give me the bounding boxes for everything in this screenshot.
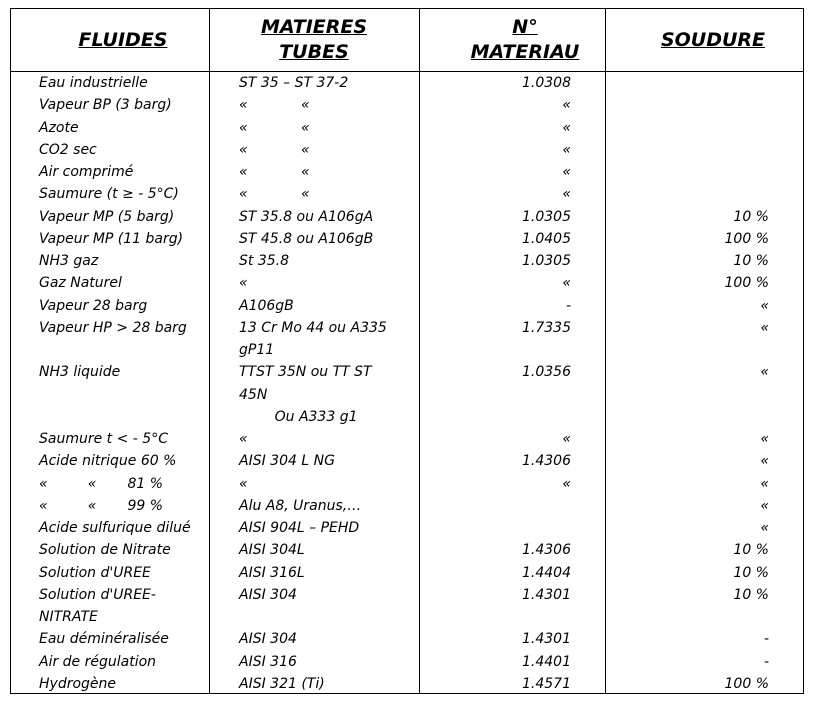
matiere-cell: « «	[239, 164, 310, 180]
soudure-cell: «	[760, 319, 769, 336]
numero-cell: 1.4306	[522, 453, 571, 470]
soudure-cell: 10 %	[733, 564, 769, 581]
header-fluides	[11, 9, 235, 71]
soudure-cell: «	[760, 364, 769, 381]
numero-cell: «	[562, 141, 571, 158]
fluide-cell: Hydrogène	[39, 675, 117, 692]
fluide-cell: Solution de Nitrate	[39, 542, 171, 559]
numero-cell: 1.4301	[522, 586, 571, 603]
header-soudure-label: SOUDURE	[660, 28, 766, 51]
matiere-cell: Alu A8, Uranus,…	[239, 497, 362, 514]
fluide-cell: Gaz Naturel	[39, 275, 122, 292]
matiere-cell: «	[239, 475, 248, 492]
column-divider	[419, 9, 420, 693]
fluide-cell: Vapeur 28 barg	[39, 297, 148, 314]
matiere-cell: Ou A333 g1	[239, 408, 358, 425]
soudure-cell: 10 %	[733, 542, 769, 559]
soudure-cell: «	[760, 297, 769, 314]
matiere-cell: « «	[239, 119, 310, 136]
matiere-cell: « «	[239, 141, 310, 158]
numero-cell: 1.0305	[522, 253, 571, 269]
numero-cell: «	[562, 275, 571, 292]
matiere-cell: A106gB	[239, 297, 294, 314]
numero-cell: 1.4306	[522, 542, 571, 559]
fluide-cell: Azote	[39, 119, 79, 136]
header-materiau-label: MATERIAU	[470, 41, 580, 63]
soudure-cell: «	[760, 431, 769, 447]
numero-cell: 1.7335	[522, 319, 571, 336]
matiere-cell: AISI 321 (Ti)	[239, 675, 325, 692]
header-matieres-tubes	[209, 9, 419, 71]
soudure-cell: «	[760, 453, 769, 470]
matiere-cell: TTST 35N ou TT ST	[239, 364, 372, 381]
matiere-cell: «	[239, 431, 248, 447]
header-numero-materiau	[419, 9, 631, 71]
numero-cell: «	[562, 431, 571, 447]
numero-cell: 1.4301	[522, 631, 571, 648]
fluide-cell: CO2 sec	[39, 141, 97, 158]
header-soudure	[605, 9, 813, 71]
soudure-cell: 100 %	[724, 275, 769, 292]
matiere-cell: AISI 304 L NG	[239, 453, 335, 470]
matiere-cell: ST 35.8 ou A106gA	[239, 208, 374, 225]
column-divider	[605, 9, 606, 693]
fluide-cell: Eau déminéralisée	[39, 631, 169, 648]
numero-cell: «	[562, 97, 571, 114]
fluide-cell: Eau industrielle	[39, 75, 148, 91]
fluide-cell: Acide nitrique 60 %	[39, 453, 177, 470]
soudure-cell: 10 %	[733, 208, 769, 225]
matiere-cell: AISI 304	[239, 631, 297, 648]
fluide-cell: Vapeur MP (11 barg)	[39, 230, 184, 247]
soudure-cell: 100 %	[724, 230, 769, 247]
numero-cell: 1.0356	[522, 364, 571, 381]
soudure-cell: «	[760, 497, 769, 514]
numero-cell: 1.4401	[522, 653, 571, 670]
matiere-cell: AISI 304	[239, 586, 297, 603]
soudure-cell: -	[763, 653, 769, 670]
numero-cell: «	[562, 119, 571, 136]
matiere-cell: AISI 904L – PEHD	[239, 520, 360, 536]
fluide-cell: Vapeur MP (5 barg)	[39, 208, 175, 225]
header-tubes-label: TUBES	[279, 41, 349, 63]
numero-cell: 1.0405	[522, 230, 571, 247]
fluide-cell: Air de régulation	[39, 653, 157, 670]
matiere-cell: 13 Cr Mo 44 ou A335	[239, 319, 387, 336]
numero-cell: 1.0308	[522, 75, 571, 91]
matiere-cell: AISI 304L	[239, 542, 305, 559]
fluide-cell: Saumure (t ≥ - 5°C)	[39, 186, 179, 203]
matiere-cell: gP11	[239, 342, 275, 358]
fluide-cell: Saumure t < - 5°C	[39, 431, 168, 447]
soudure-cell: 10 %	[733, 586, 769, 603]
fluide-cell: « « 81 %	[39, 475, 164, 492]
matiere-cell: AISI 316	[239, 653, 297, 670]
header-numero-label: N°	[512, 16, 538, 38]
matiere-cell: St 35.8	[239, 253, 289, 269]
soudure-cell: 100 %	[724, 675, 769, 692]
fluide-cell: NITRATE	[39, 609, 98, 625]
matiere-cell: ST 35 – ST 37-2	[239, 75, 349, 91]
matiere-cell: « «	[239, 97, 310, 114]
matiere-cell: AISI 316L	[239, 564, 305, 581]
header-fluides-label: FLUIDES	[78, 28, 168, 51]
fluide-cell: NH3 gaz	[39, 253, 99, 269]
fluide-cell: « « 99 %	[39, 497, 164, 514]
numero-cell: -	[565, 297, 571, 314]
materials-table	[10, 8, 804, 694]
header-divider	[11, 71, 803, 72]
matiere-cell: ST 45.8 ou A106gB	[239, 230, 374, 247]
matiere-cell: 45N	[239, 386, 268, 403]
numero-cell: «	[562, 475, 571, 492]
soudure-cell: «	[760, 475, 769, 492]
numero-cell: 1.4571	[522, 675, 571, 692]
fluide-cell: Solution d'UREE-	[39, 586, 156, 603]
fluide-cell: Acide sulfurique dilué	[39, 520, 191, 536]
soudure-cell: 10 %	[733, 253, 769, 269]
numero-cell: 1.4404	[522, 564, 571, 581]
fluide-cell: Vapeur HP > 28 barg	[39, 319, 187, 336]
matiere-cell: «	[239, 275, 248, 292]
fluide-cell: Air comprimé	[39, 164, 134, 180]
matiere-cell: « «	[239, 186, 310, 203]
numero-cell: «	[562, 186, 571, 203]
soudure-cell: -	[763, 631, 769, 648]
fluide-cell: Solution d'UREE	[39, 564, 151, 581]
fluide-cell: NH3 liquide	[39, 364, 121, 381]
soudure-cell: «	[760, 520, 769, 536]
numero-cell: «	[562, 164, 571, 180]
column-divider	[209, 9, 210, 693]
header-matieres-label: MATIERES	[260, 16, 368, 38]
fluide-cell: Vapeur BP (3 barg)	[39, 97, 172, 114]
numero-cell: 1.0305	[522, 208, 571, 225]
